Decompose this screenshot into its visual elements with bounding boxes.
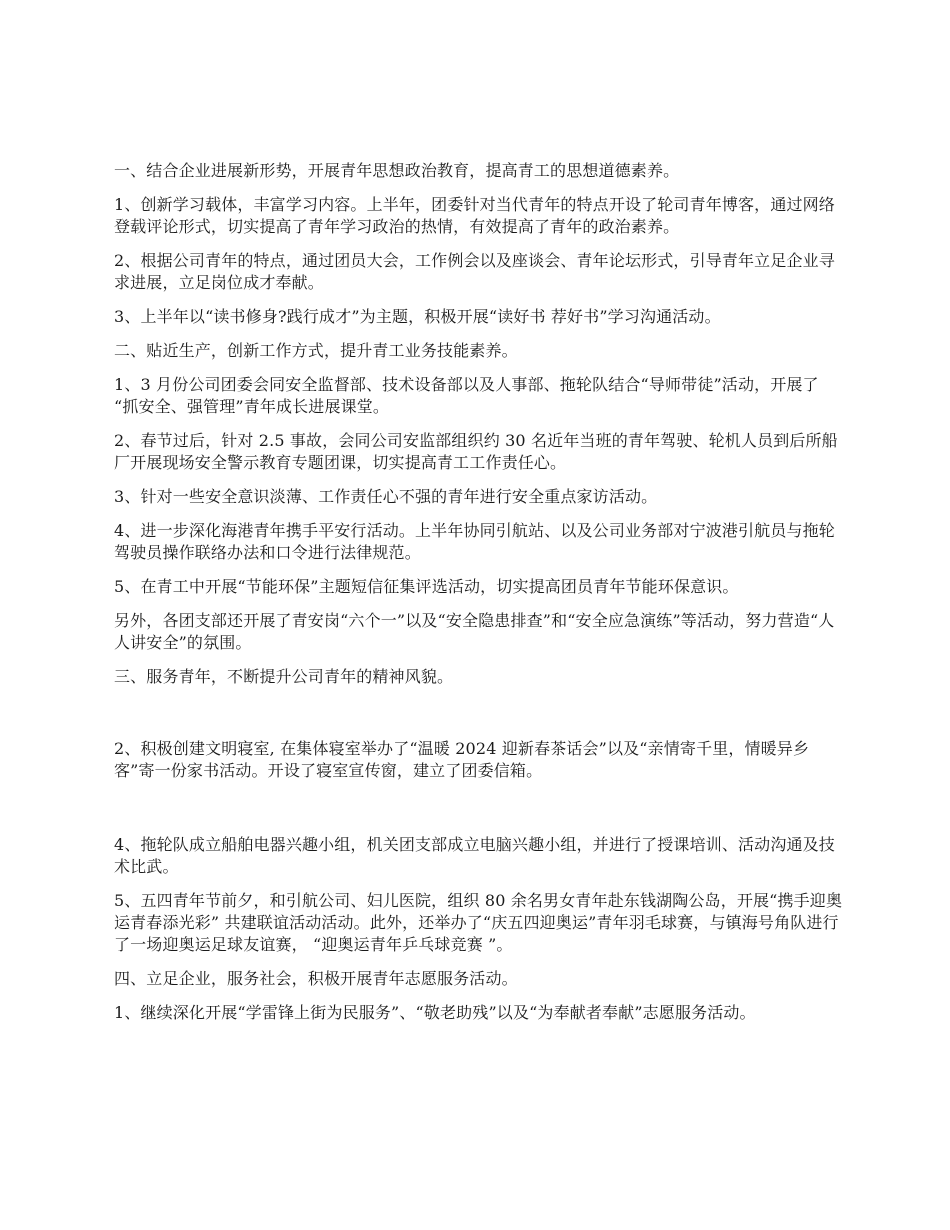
- blank-gap: [114, 700, 844, 738]
- paragraph: 1、3 月份公司团委会同安全监督部、技术设备部以及人事部、拖轮队结合“导师带徒”活动，开展了 “抓安全、强管理”青年成长进展课堂。: [114, 375, 819, 416]
- document-body: [114, 160, 844, 1036]
- section-heading-2: 二、贴近生产，创新工作方式，提升青工业务技能素养。: [114, 341, 518, 360]
- paragraph: 4、进一步深化海港青年携手平安行活动。上半年协同引航站、以及公司业务部对宁波港引航员与拖轮驾驶员操作联络办法和口令进行法律规范。: [114, 521, 835, 562]
- paragraph: 1、继续深化开展“学雷锋上街为民服务”、“敬老助残”以及“为奉献者奉献”志愿服务活动。: [114, 1003, 756, 1022]
- paragraph: 1、创新学习载体，丰富学习内容。上半年，团委针对当代青年的特点开设了轮司青年博客，通过网络登载评论形式，切实提高了青年学习政治的热情，有效提高了青年的政治素养。: [114, 195, 835, 236]
- section-heading-1: 一、结合企业进展新形势，开展青年思想政治教育，提高青工的思想道德素养。: [114, 161, 680, 180]
- paragraph: 5、五四青年节前夕，和引航公司、妇儿医院，组织 80 余名男女青年赴东钱湖陶公岛，开展“携手迎奥运青春添光彩” 共建联谊活动活动。此外，还举办了“庆五四迎奥运”青年羽毛球赛，与镇海号角队进行了一场迎奥运足球友谊赛， “迎奥运青年乒乓球竞赛 ”。: [114, 891, 843, 954]
- paragraph: 3、上半年以“读书修身?践行成才”为主题，积极开展“读好书 荐好书”学习沟通活动。: [114, 307, 721, 326]
- section-heading-4: 四、立足企业，服务社会，积极开展青年志愿服务活动。: [114, 969, 518, 988]
- paragraph: 3、针对一些安全意识淡薄、工作责任心不强的青年进行安全重点家访活动。: [114, 487, 658, 506]
- blank-gap: [114, 794, 844, 834]
- paragraph: 2、春节过后，针对 2.5 事故，会同公司安监部组织约 30 名近年当班的青年驾驶、轮机人员到后所船厂开展现场安全警示教育专题团课，切实提高青工工作责任心。: [114, 431, 838, 472]
- paragraph: 2、积极创建文明寝室, 在集体寝室举办了“温暖 2024 迎新春茶话会”以及“亲情寄千里，情暖异乡客”寄一份家书活动。开设了寝室宣传窗，建立了团委信箱。: [114, 739, 810, 780]
- section-heading-3: 三、服务青年，不断提升公司青年的精神风貌。: [114, 667, 454, 686]
- paragraph: 5、在青工中开展“节能环保”主题短信征集评选活动，切实提高团员青年节能环保意识。: [114, 577, 739, 596]
- paragraph: 4、拖轮队成立船舶电器兴趣小组，机关团支部成立电脑兴趣小组，并进行了授课培训、活动沟通及技术比武。: [114, 835, 835, 876]
- paragraph: 2、根据公司青年的特点，通过团员大会，工作例会以及座谈会、青年论坛形式，引导青年立足企业寻求进展，立足岗位成才奉献。: [114, 251, 835, 292]
- paragraph: 另外，各团支部还开展了青安岗“六个一”以及“安全隐患排查”和“安全应急演练”等活动，努力营造“人人讲安全”的氛围。: [114, 611, 835, 652]
